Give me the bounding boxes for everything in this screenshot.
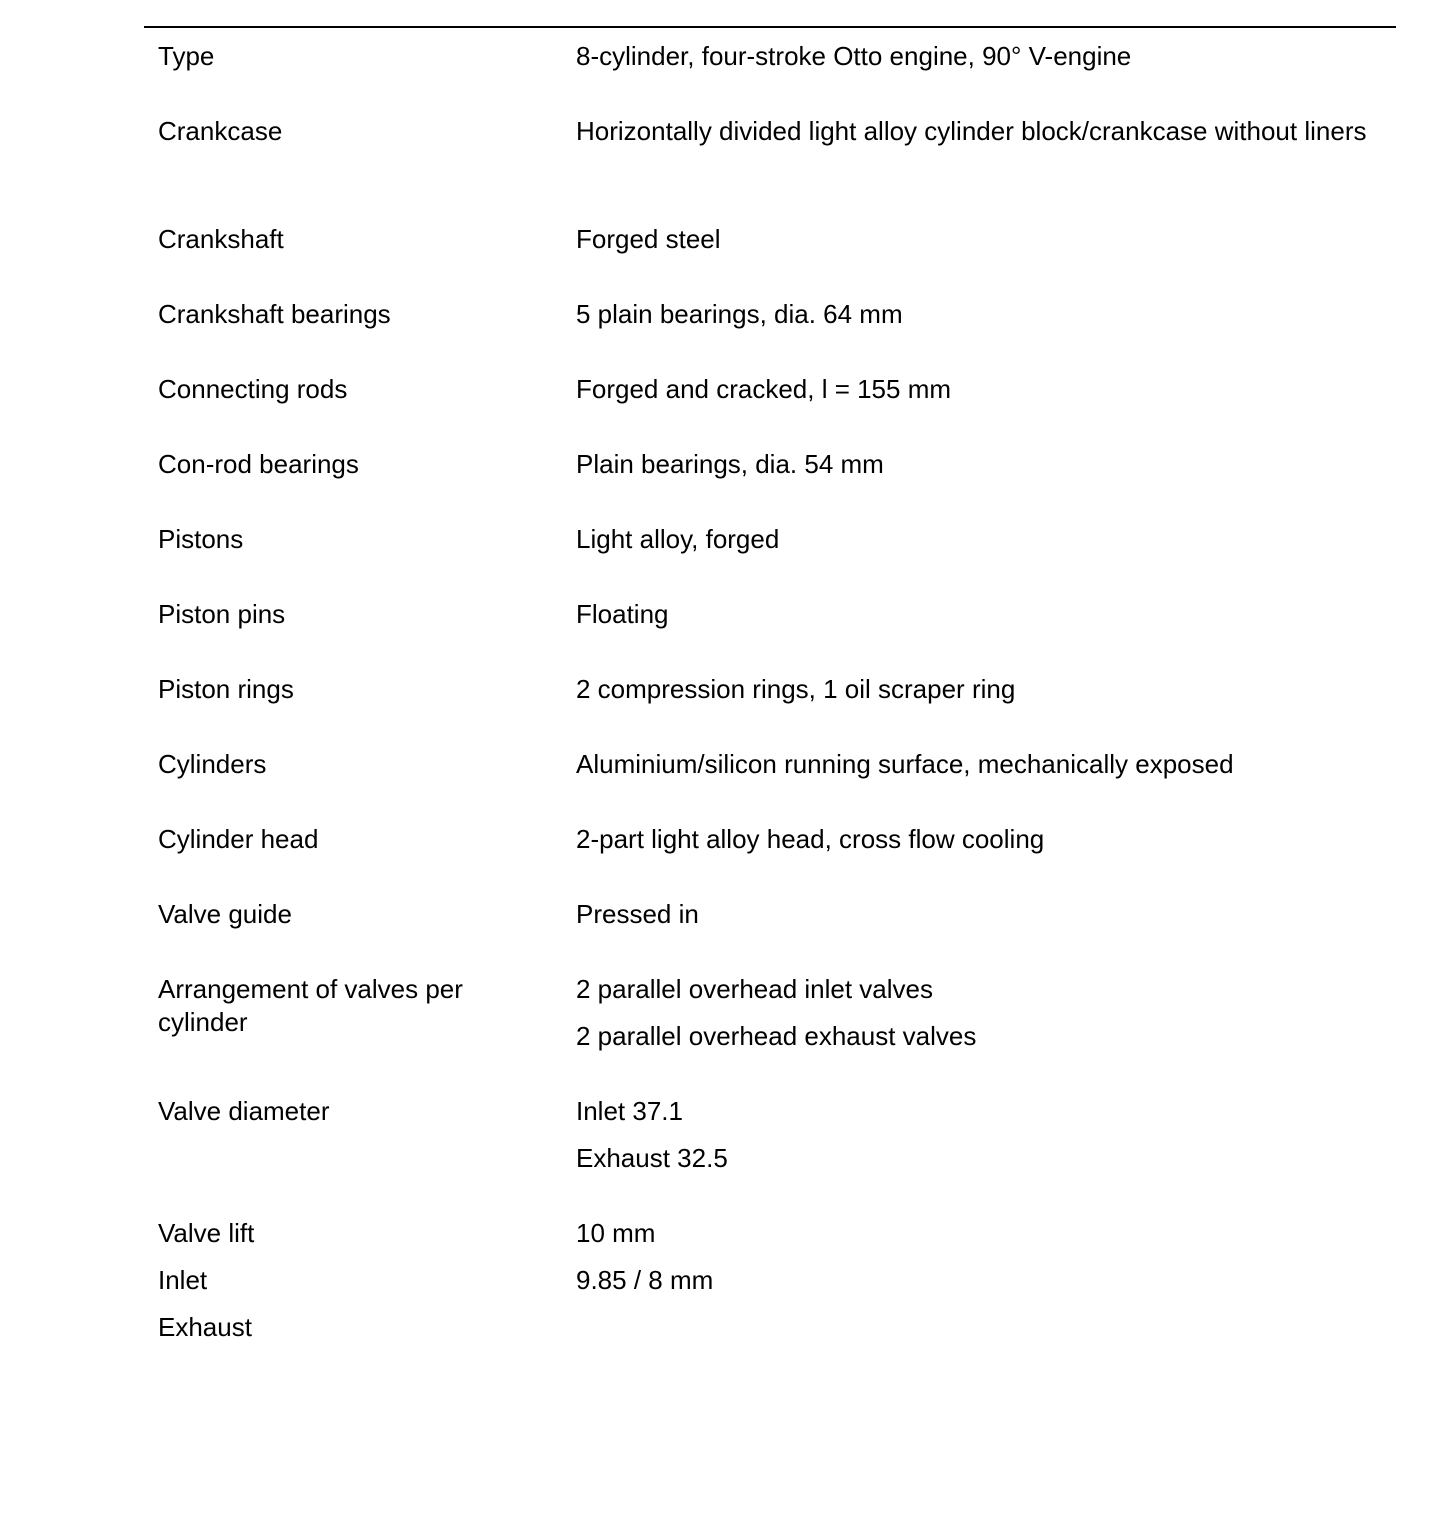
spec-value-text: Exhaust 32.5 — [576, 1143, 728, 1173]
spec-value — [576, 223, 1388, 256]
spec-label-text: Cylinders — [158, 749, 267, 779]
spec-label — [158, 973, 498, 1039]
spec-row-valve-arrangement — [158, 973, 1388, 1095]
spec-label-text: Con-rod bearings — [158, 449, 359, 479]
spec-label-text: Exhaust — [158, 1312, 252, 1342]
spec-value-text: Floating — [576, 599, 669, 629]
spec-label — [158, 673, 576, 706]
spec-table — [158, 40, 1388, 1357]
spec-row-pistons — [158, 523, 1388, 598]
spec-value-text: 5 plain bearings, dia. 64 mm — [576, 299, 903, 329]
spec-row-con-rod-bearings — [158, 448, 1388, 523]
spec-label-text: Crankshaft — [158, 224, 284, 254]
spec-label — [158, 298, 576, 331]
spec-label-text: Inlet — [158, 1265, 208, 1295]
spec-row-crankshaft-bearings — [158, 298, 1388, 373]
spec-label — [158, 1217, 576, 1344]
spec-label-text: Type — [158, 41, 215, 71]
spec-label-text: Valve lift — [158, 1218, 255, 1248]
spec-row-piston-pins — [158, 598, 1388, 673]
spec-value-text: Inlet 37.1 — [576, 1096, 683, 1126]
spec-label-text: Crankcase — [158, 116, 283, 146]
spec-value-text: 8-cylinder, four-stroke Otto engine, 90° V-engine — [576, 41, 1132, 71]
spec-label — [158, 448, 576, 481]
spec-label — [158, 823, 576, 856]
spec-row-type — [158, 40, 1388, 115]
spec-label — [158, 748, 576, 781]
spec-label-text: Valve guide — [158, 899, 292, 929]
spec-label — [158, 40, 576, 73]
spec-label-text: Piston pins — [158, 599, 286, 629]
spec-label — [158, 898, 576, 931]
spec-value — [576, 823, 1388, 856]
spec-value-text: Forged and cracked, l = 155 mm — [576, 374, 952, 404]
spec-label — [158, 523, 576, 556]
spec-label — [158, 373, 576, 406]
spec-row-valve-diameter — [158, 1095, 1388, 1217]
spec-label — [158, 223, 576, 256]
spec-value-text: 2 parallel overhead inlet valves — [576, 974, 933, 1004]
spec-label-text: Cylinder head — [158, 824, 319, 854]
spec-value-text: 2-part light alloy head, cross flow cooling — [576, 824, 1045, 854]
spec-label — [158, 1095, 576, 1128]
spec-value-text: Pressed in — [576, 899, 699, 929]
spec-value — [576, 973, 1388, 1053]
spec-value-text: Aluminium/silicon running surface, mechanically exposed — [576, 749, 1234, 779]
top-rule — [144, 26, 1396, 28]
spec-value — [576, 1217, 1388, 1297]
spec-value — [576, 298, 1388, 331]
spec-value-text: 2 compression rings, 1 oil scraper ring — [576, 674, 1016, 704]
spec-row-valve-guide — [158, 898, 1388, 973]
spec-value-text: 2 parallel overhead exhaust valves — [576, 1021, 977, 1051]
spec-label — [158, 598, 576, 631]
spec-value-text: Light alloy, forged — [576, 524, 780, 554]
spec-label-text: Pistons — [158, 524, 244, 554]
spec-row-crankcase — [158, 115, 1388, 223]
spec-value — [576, 40, 1388, 73]
spec-label-text: Crankshaft bearings — [158, 299, 391, 329]
spec-label — [158, 115, 576, 148]
spec-value — [576, 373, 1388, 406]
spec-row-connecting-rods — [158, 373, 1388, 448]
spec-value-text: 10 mm — [576, 1218, 656, 1248]
spec-value-text: 9.85 / 8 mm — [576, 1265, 714, 1295]
spec-value — [576, 898, 1388, 931]
spec-value — [576, 748, 1388, 781]
spec-value — [576, 448, 1388, 481]
spec-value-text: Plain bearings, dia. 54 mm — [576, 449, 884, 479]
spec-row-crankshaft — [158, 223, 1388, 298]
spec-row-piston-rings — [158, 673, 1388, 748]
spec-value-text: Horizontally divided light alloy cylinder block/crankcase without liners — [576, 116, 1367, 146]
spec-row-cylinder-head — [158, 823, 1388, 898]
spec-value — [576, 523, 1388, 556]
spec-label-text: Connecting rods — [158, 374, 348, 404]
spec-row-valve-lift — [158, 1217, 1388, 1357]
spec-label-text: Piston rings — [158, 674, 294, 704]
spec-label-text: Arrangement of valves per cylinder — [158, 974, 463, 1037]
spec-value-text: Forged steel — [576, 224, 721, 254]
spec-row-cylinders — [158, 748, 1388, 823]
spec-value — [576, 673, 1388, 706]
spec-value — [576, 115, 1388, 148]
spec-value — [576, 1095, 1388, 1175]
spec-value — [576, 598, 1388, 631]
spec-label-text: Valve diameter — [158, 1096, 330, 1126]
